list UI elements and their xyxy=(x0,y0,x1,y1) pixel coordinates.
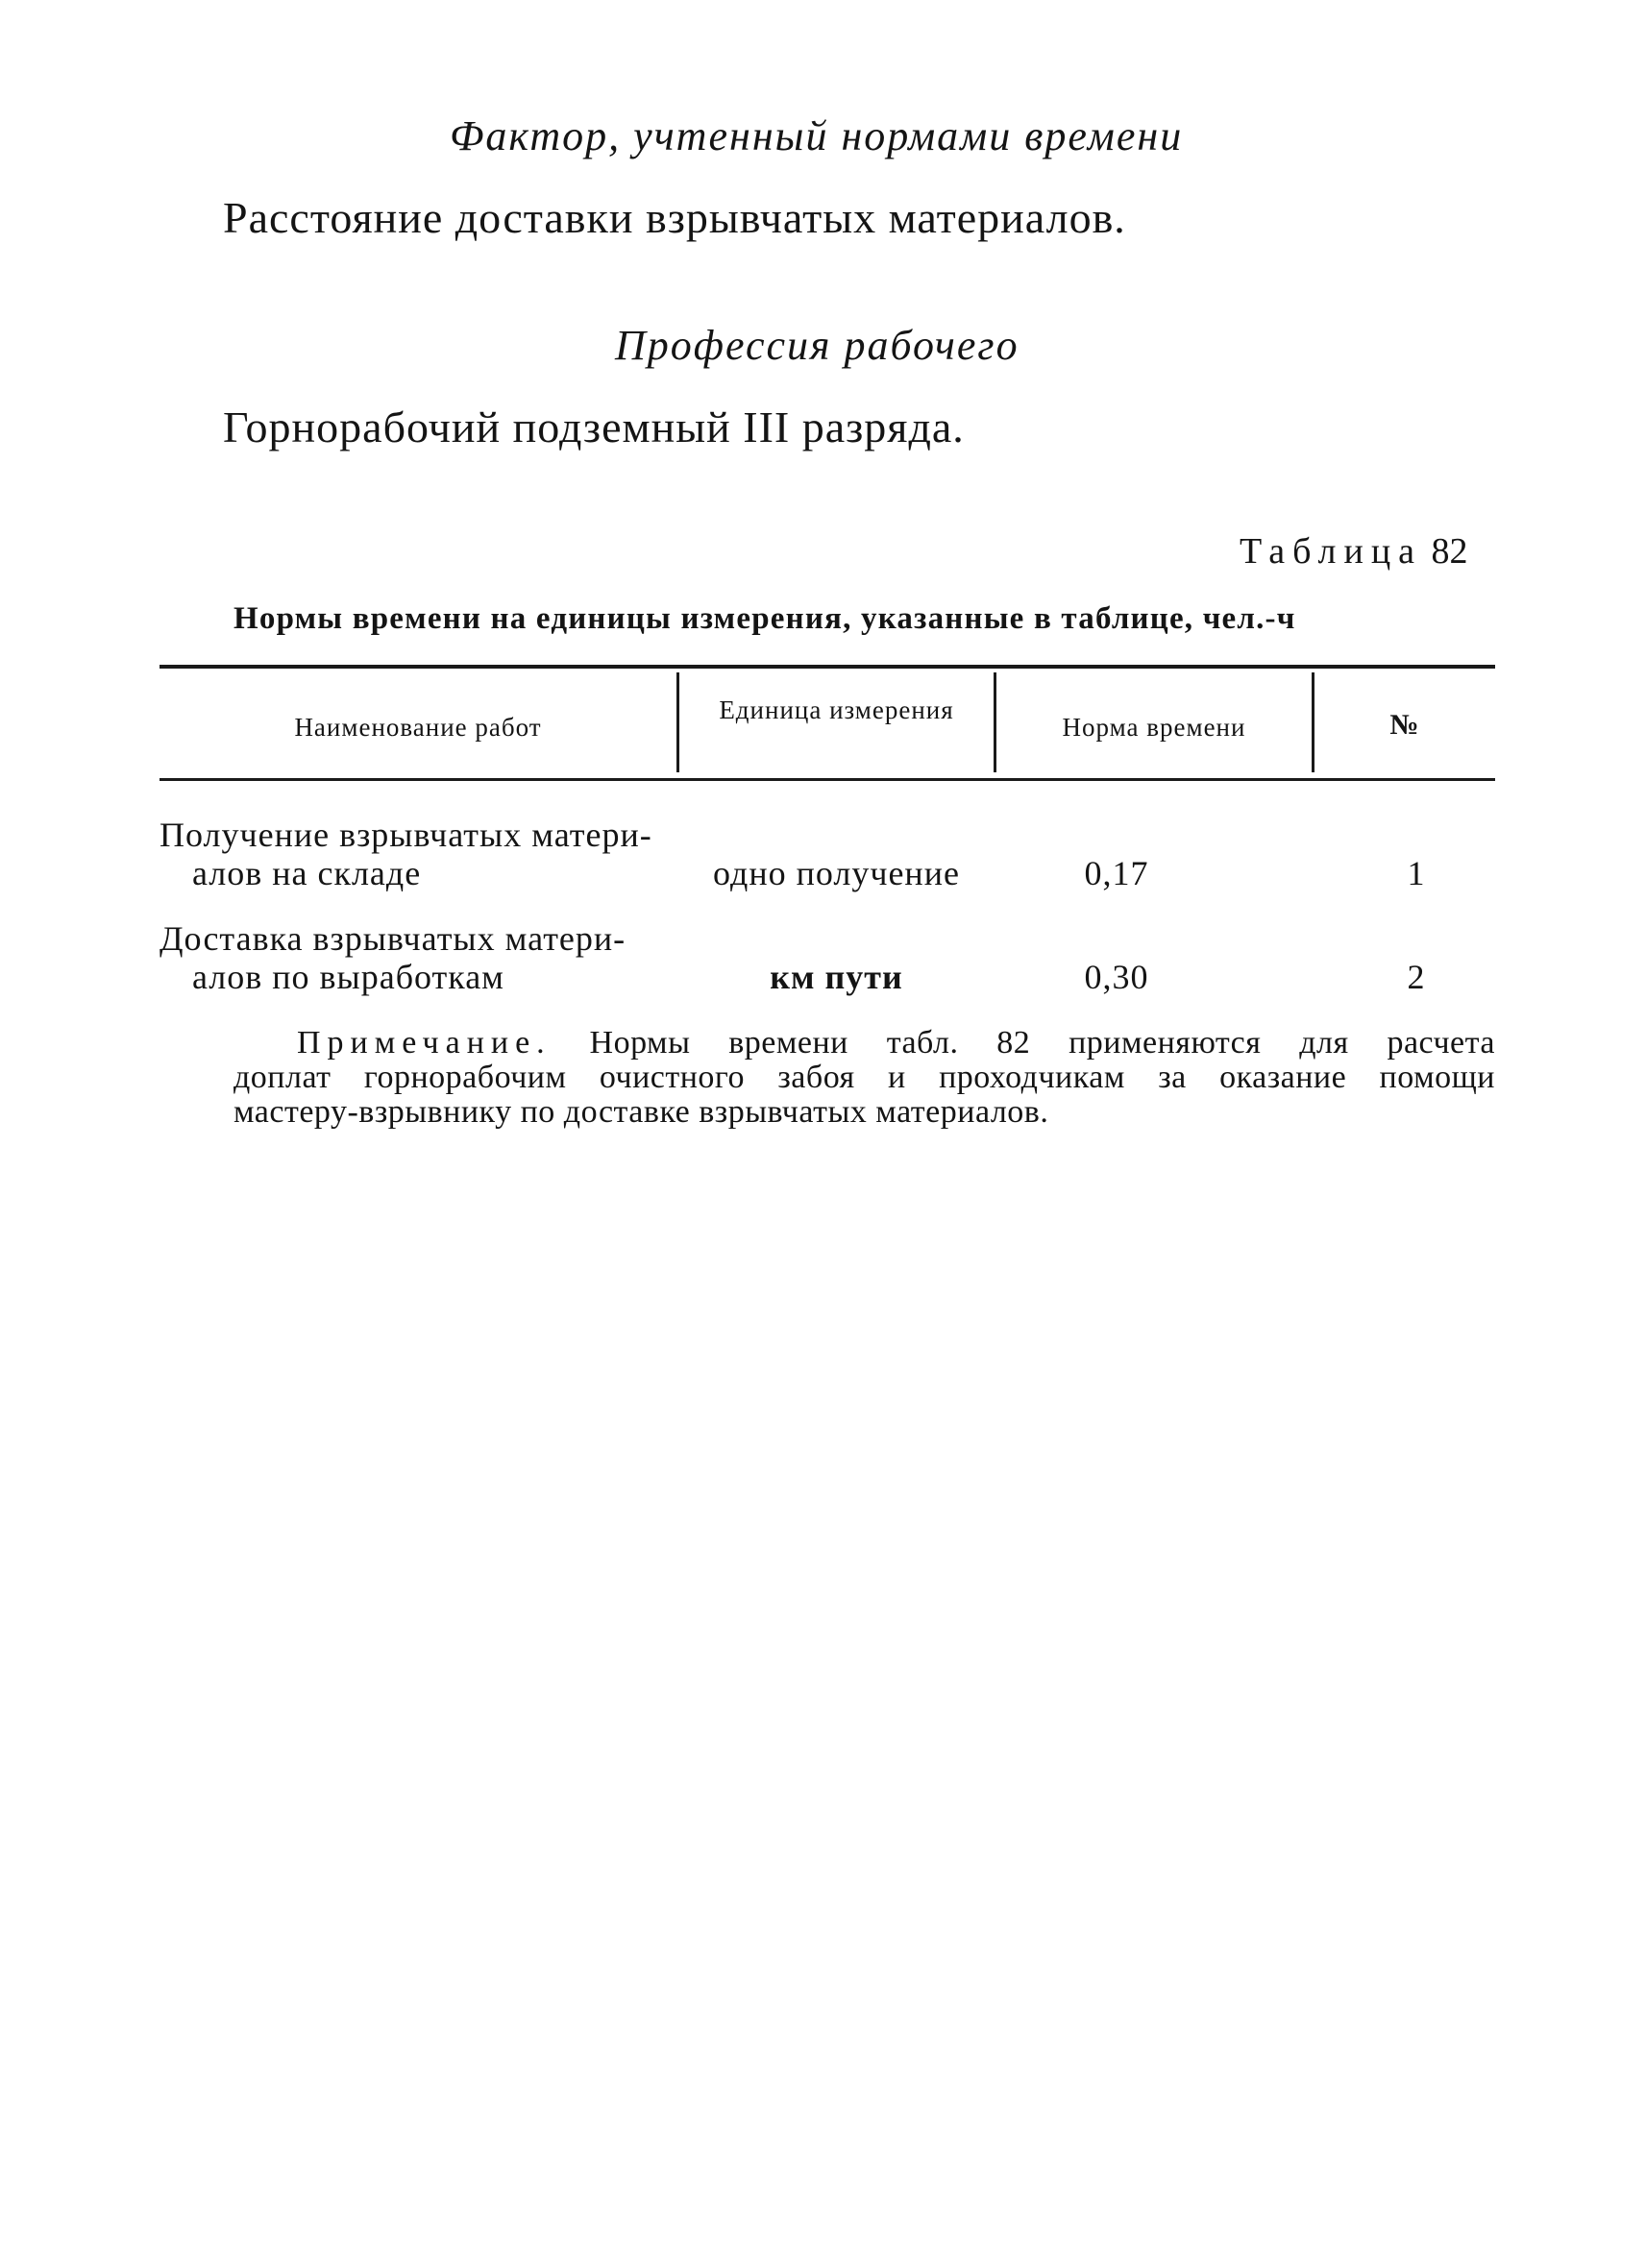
row-number: 2 xyxy=(1407,958,1426,996)
table-label xyxy=(1240,530,1468,573)
column-header-number: № xyxy=(1389,709,1420,741)
note-label: Примечание. xyxy=(297,1025,552,1061)
row-name-line2: алов по выработкам xyxy=(192,958,504,996)
row-name-line1: Доставка взрывчатых матери- xyxy=(160,919,626,958)
row-norm: 0,17 xyxy=(1084,854,1149,892)
table-top-rule xyxy=(160,665,1495,669)
column-header-name: Наименование работ xyxy=(294,713,542,742)
factor-text: Расстояние доставки взрывчатых материалов. xyxy=(223,193,1126,242)
table-caption: Нормы времени на единицы измерения, указанные в таблице, чел.-ч xyxy=(233,601,1296,636)
column-header-norm: Норма времени xyxy=(1062,713,1246,742)
note-line1-text: Нормы времени табл. 82 применяются для расчета xyxy=(589,1025,1496,1061)
row-name-line2: алов на складе xyxy=(192,854,422,892)
table-label-word: Таблица xyxy=(1240,531,1423,572)
column-header-unit: Единица измерения xyxy=(719,695,954,724)
row-name-line1: Получение взрывчатых матери- xyxy=(160,816,652,854)
table-number: 82 xyxy=(1431,531,1468,572)
row-unit: одно получение xyxy=(713,854,960,892)
row-number: 1 xyxy=(1407,854,1426,892)
row-unit: км пути xyxy=(770,958,903,996)
table-header-rule xyxy=(160,778,1495,781)
profession-heading: Профессия рабочего xyxy=(615,322,1020,369)
row-norm: 0,30 xyxy=(1084,958,1149,996)
note-line1 xyxy=(233,1026,1495,1061)
profession-text: Горнорабочий подземный III разряда. xyxy=(223,402,965,451)
factor-heading: Фактор, учтенный нормами времени xyxy=(450,112,1184,159)
note-line3: мастеру-взрывнику по доставке взрывчатых материалов. xyxy=(233,1094,1049,1130)
note-line2: доплат горнорабочим очистного забоя и проходчикам за оказание помощи xyxy=(233,1060,1495,1095)
